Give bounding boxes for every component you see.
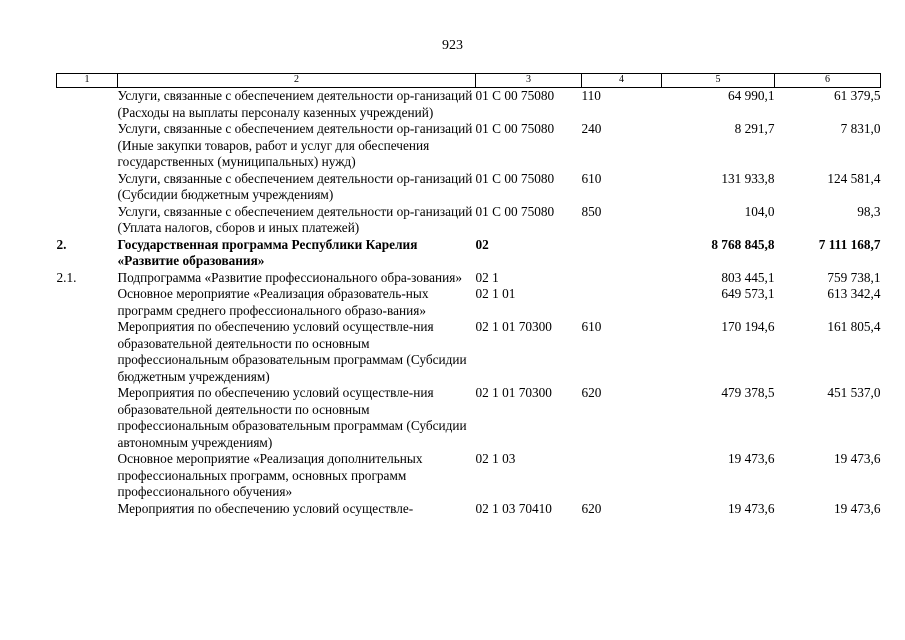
row-expense-type	[582, 286, 662, 319]
row-code: 01 С 00 75080	[475, 170, 555, 186]
row-number	[57, 451, 118, 501]
row-expense-type	[582, 270, 662, 287]
row-expense-type	[582, 451, 662, 501]
column-header-6: 6	[775, 74, 881, 88]
row-amount-col6: 7 831,0	[840, 121, 881, 136]
row-code: 02 1 01 70300	[475, 319, 552, 334]
row-name: Услуги, связанные с обеспечением деятельности ор-ганизаций (Субсидии бюджетным учреждениям)	[117, 170, 473, 202]
column-header-1: 1	[57, 74, 118, 88]
row-expense-type: 610	[581, 319, 602, 334]
row-amount-col5: 19 473,6	[727, 500, 775, 516]
row-name: Мероприятия по обеспечению условий осуществле-ния образовательной деятельности по основным профессиональным образовательным программам (Субсидии бюджетным учреждениям)	[117, 319, 467, 384]
row-code: 02 1 03	[475, 451, 516, 466]
row-amount-col6: 98,3	[857, 203, 881, 219]
row-expense-type	[582, 237, 662, 270]
row-amount-col6: 451 537,0	[827, 385, 881, 400]
row-number	[57, 286, 118, 319]
table-row	[57, 319, 881, 385]
row-name: Услуги, связанные с обеспечением деятельности ор-ганизаций (Уплата налогов, сборов и иных платежей)	[117, 203, 473, 235]
row-amount-col5: 803 445,1	[721, 269, 775, 285]
row-code: 01 С 00 75080	[475, 88, 555, 103]
row-number	[57, 171, 118, 204]
row-number	[57, 121, 118, 171]
table-row	[57, 171, 881, 204]
row-amount-col6: 19 473,6	[833, 500, 881, 516]
row-name: Услуги, связанные с обеспечением деятельности ор-ганизаций (Иные закупки товаров, работ и услуг для обеспечения государственных (муниципальных) нужд)	[117, 121, 473, 169]
row-number	[57, 385, 118, 451]
table-row	[57, 451, 881, 501]
row-amount-col5: 19 473,6	[727, 451, 775, 466]
row-code: 02 1 01	[475, 286, 516, 301]
table-row	[57, 204, 881, 237]
row-name: Основное мероприятие «Реализация образователь-ных программ среднего профессионального образо-вания»	[117, 286, 429, 318]
column-header-5: 5	[662, 74, 775, 88]
row-number	[57, 204, 118, 237]
row-number: 2.	[56, 236, 67, 252]
row-amount-col5: 170 194,6	[721, 319, 775, 334]
row-expense-type: 850	[581, 203, 602, 219]
row-amount-col5: 479 378,5	[721, 385, 775, 400]
page-number: 923	[442, 38, 463, 53]
row-expense-type: 620	[581, 500, 602, 516]
row-number	[57, 501, 118, 518]
row-amount-col6: 61 379,5	[833, 88, 881, 103]
row-amount-col6: 124 581,4	[827, 170, 881, 186]
row-name: Услуги, связанные с обеспечением деятельности ор-ганизаций (Расходы на выплаты персоналу казенных учреждений)	[117, 88, 473, 120]
row-expense-type: 110	[581, 88, 601, 103]
row-name: Мероприятия по обеспечению условий осуществле-	[117, 500, 414, 516]
row-number: 2.1.	[56, 269, 77, 285]
row-amount-col5: 8 291,7	[734, 121, 775, 136]
row-name: Основное мероприятие «Реализация дополнительных профессиональных программ, основных программ профессионального обучения»	[117, 451, 423, 499]
row-code: 02 1 03 70410	[475, 500, 552, 516]
row-amount-col5: 104,0	[744, 203, 775, 219]
row-amount-col5: 64 990,1	[727, 88, 775, 103]
row-amount-col6: 161 805,4	[827, 319, 881, 334]
row-code: 02	[475, 236, 489, 252]
column-header-3: 3	[476, 74, 582, 88]
column-header-row	[57, 74, 881, 88]
row-amount-col6: 7 111 168,7	[818, 236, 881, 252]
row-amount-col5: 649 573,1	[721, 286, 775, 301]
row-name: Подпрограмма «Развитие профессионального обра-зования»	[117, 269, 462, 285]
table-row	[57, 385, 881, 451]
row-name: Мероприятия по обеспечению условий осуществле-ния образовательной деятельности по основным профессиональным образовательным программам (Субсидии автономным учреждениям)	[117, 385, 467, 450]
table-row	[57, 501, 881, 518]
row-amount-col6: 759 738,1	[827, 269, 881, 285]
row-expense-type: 610	[581, 170, 602, 186]
table-row	[57, 237, 881, 270]
column-header-4: 4	[582, 74, 662, 88]
row-code: 02 1	[475, 269, 499, 285]
row-amount-col5: 131 933,8	[721, 170, 775, 186]
table-row	[57, 270, 881, 287]
row-amount-col6: 19 473,6	[833, 451, 881, 466]
row-code: 01 С 00 75080	[475, 203, 555, 219]
row-number	[57, 319, 118, 385]
row-expense-type: 240	[581, 121, 602, 136]
row-amount-col5: 8 768 845,8	[711, 236, 775, 252]
row-name: Государственная программа Республики Карелия «Развитие образования»	[117, 236, 418, 268]
table-row	[57, 88, 881, 122]
budget-table	[56, 73, 881, 517]
table-row	[57, 121, 881, 171]
row-expense-type: 620	[581, 385, 602, 400]
row-code: 02 1 01 70300	[475, 385, 552, 400]
table-row	[57, 286, 881, 319]
row-code: 01 С 00 75080	[475, 121, 555, 136]
column-header-2: 2	[118, 74, 476, 88]
row-amount-col6: 613 342,4	[827, 286, 881, 301]
row-number	[57, 88, 118, 122]
